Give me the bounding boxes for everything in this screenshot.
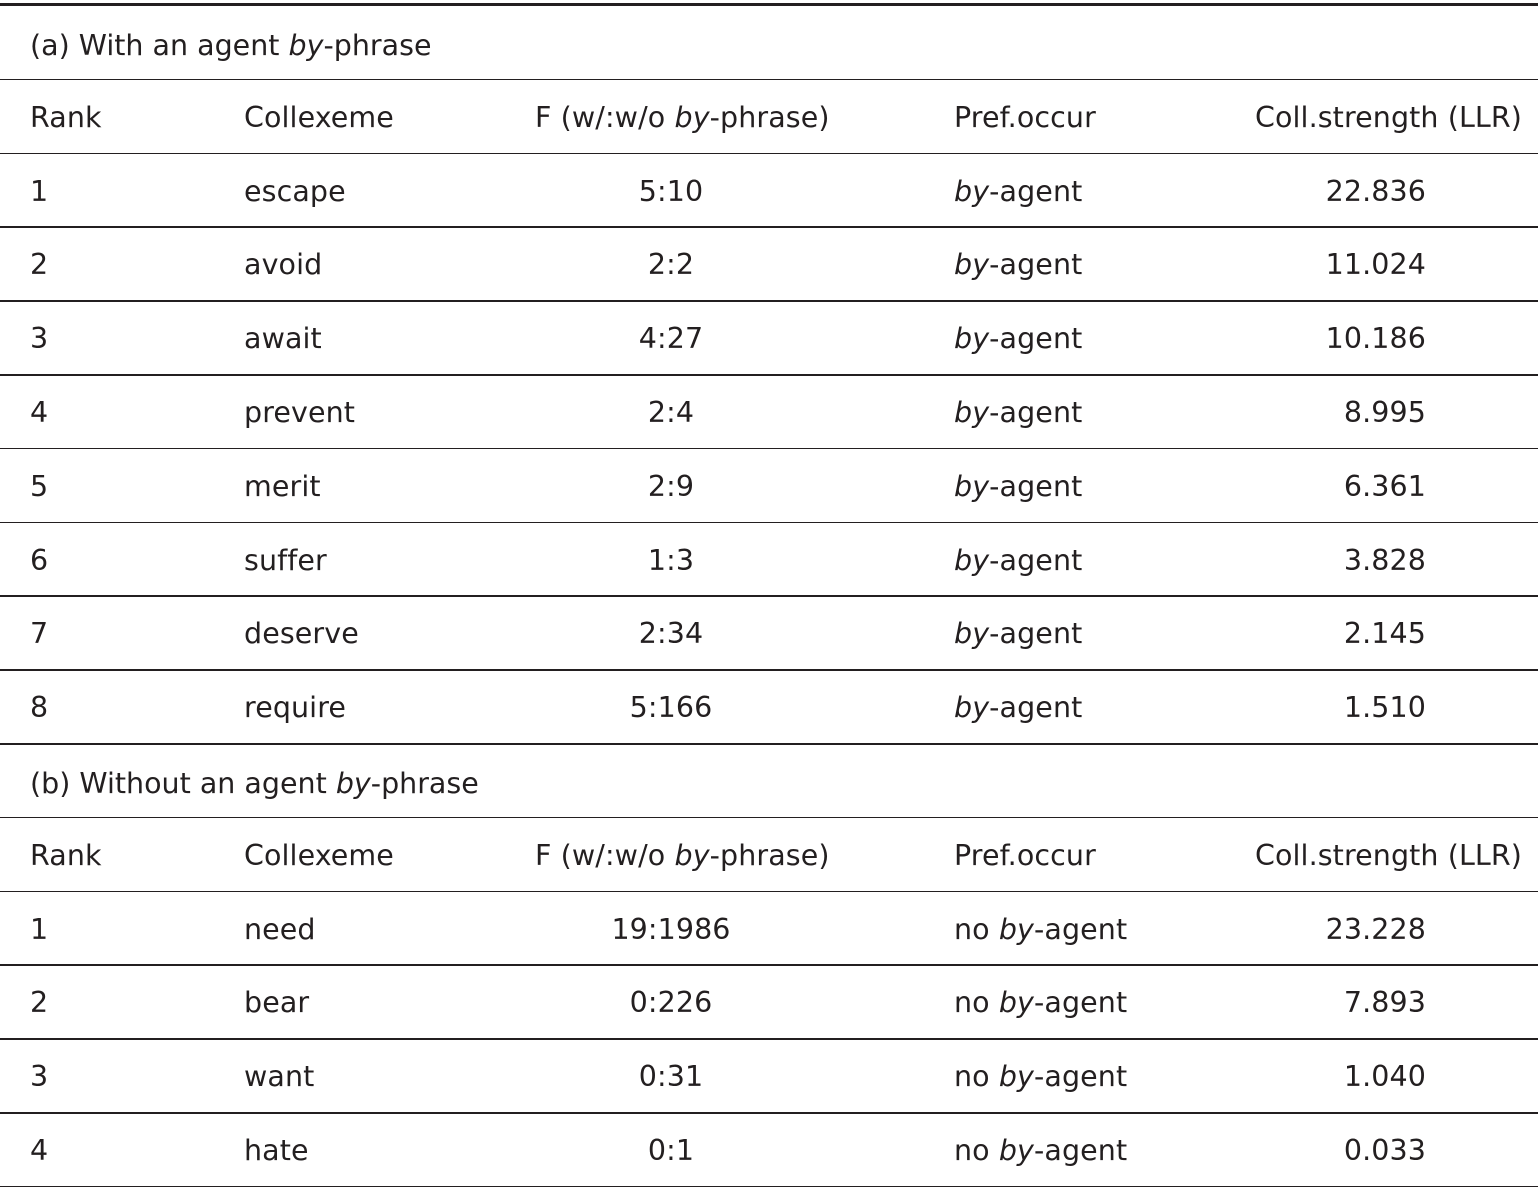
rank-cell: [30, 522, 48, 596]
rank-value: 3: [30, 1060, 49, 1094]
coll-strength-cell: [1250, 669, 1426, 743]
rank-cell: [30, 1038, 48, 1112]
rank-value: 4: [30, 1134, 49, 1167]
pref-occur-suffix: -agent: [989, 322, 1083, 356]
coll-strength-cell: [1250, 374, 1426, 448]
pref-occur-cell: [954, 374, 1082, 448]
coll-strength-cell: [1250, 1038, 1426, 1112]
pref-occur-italic: by: [954, 396, 990, 429]
pref-occur-prefix: no: [954, 912, 999, 946]
pref-occur-prefix: no: [954, 1060, 999, 1094]
rank-cell: [30, 669, 48, 743]
coll-strength-value: 1.040: [1343, 1060, 1426, 1094]
pref-occur-italic: by: [954, 174, 990, 208]
pref-occur-italic: by: [998, 1134, 1035, 1167]
collexeme-value: hate: [244, 1134, 309, 1167]
rank-value: 1: [30, 912, 49, 946]
frequency-value: 0:226: [629, 986, 713, 1020]
collexeme-cell: [244, 669, 346, 743]
frequency-value: 19:1986: [611, 912, 731, 946]
header-rank-label: Rank: [30, 838, 102, 872]
pref-occur-suffix: -agent: [1034, 1134, 1128, 1167]
coll-strength-cell: [1250, 964, 1426, 1038]
frequency-value: 1:3: [647, 543, 695, 577]
coll-strength-value: 3.828: [1343, 543, 1426, 577]
frequency-value: 5:166: [629, 691, 713, 725]
header-collexeme: [244, 817, 394, 891]
collexeme-cell: [244, 300, 322, 374]
frequency-cell: [535, 226, 807, 300]
coll-strength-cell: [1250, 522, 1426, 596]
pref-occur-cell: [954, 1112, 1127, 1186]
pref-occur-italic: by: [954, 322, 990, 356]
pref-occur-suffix: -agent: [1034, 1060, 1128, 1094]
pref-occur-italic: by: [998, 912, 1035, 946]
collexeme-value: need: [244, 912, 316, 946]
pref-occur-prefix: no: [954, 986, 999, 1020]
header-pref-occur-label: Pref.occur: [954, 838, 1096, 872]
pref-occur-suffix: -agent: [989, 469, 1083, 503]
coll-strength-cell: [1250, 448, 1426, 522]
pref-occur-suffix: -agent: [989, 174, 1083, 208]
header-frequency-italic: by: [674, 100, 710, 134]
collexeme-value: escape: [244, 174, 346, 208]
row-rule: [0, 1186, 1538, 1188]
coll-strength-value: 8.995: [1343, 396, 1426, 429]
rank-cell: [30, 448, 48, 522]
section-title-text: (a) With an agent: [30, 29, 289, 62]
frequency-value: 2:4: [647, 396, 695, 429]
header-pref-occur: [954, 817, 1096, 891]
header-frequency-suffix: -phrase): [709, 838, 830, 872]
header-frequency-suffix: -phrase): [709, 100, 830, 134]
pref-occur-cell: [954, 595, 1082, 669]
rank-value: 2: [30, 986, 49, 1020]
rank-value: 4: [30, 396, 49, 429]
frequency-cell: [535, 153, 807, 227]
collexeme-value: require: [244, 691, 347, 725]
header-frequency-italic: by: [674, 838, 710, 872]
pref-occur-italic: by: [954, 691, 990, 725]
section-title-suffix: -phrase: [323, 29, 432, 62]
header-collexeme-label: Collexeme: [244, 100, 394, 134]
coll-strength-cell: [1250, 226, 1426, 300]
section-b-title: [30, 743, 479, 817]
table-row: [0, 1038, 1540, 1112]
header-frequency-prefix: F (w/:w/o: [535, 100, 675, 134]
frequency-value: 0:1: [647, 1134, 695, 1167]
rank-cell: [30, 891, 48, 965]
rank-value: 1: [30, 174, 49, 208]
coll-strength-cell: [1250, 153, 1426, 227]
table-row: [0, 964, 1540, 1038]
coll-strength-value: 7.893: [1343, 986, 1426, 1020]
header-pref-occur: [954, 79, 1096, 153]
header-frequency-prefix: F (w/:w/o: [535, 838, 675, 872]
pref-occur-cell: [954, 153, 1082, 227]
rank-cell: [30, 374, 48, 448]
pref-occur-suffix: -agent: [1034, 912, 1128, 946]
collexeme-cell: [244, 153, 346, 227]
collexeme-cell: [244, 891, 316, 965]
table-row: [0, 300, 1540, 374]
collexeme-cell: [244, 374, 355, 448]
pref-occur-cell: [954, 300, 1082, 374]
section-a-title: [30, 5, 432, 79]
table-row: [0, 226, 1540, 300]
pref-occur-suffix: -agent: [989, 691, 1083, 725]
pref-occur-suffix: -agent: [989, 617, 1083, 651]
coll-strength-value: 6.361: [1343, 469, 1426, 503]
collexeme-cell: [244, 1038, 314, 1112]
coll-strength-cell: [1250, 891, 1426, 965]
frequency-cell: [535, 1038, 807, 1112]
frequency-cell: [535, 595, 807, 669]
pref-occur-cell: [954, 891, 1127, 965]
coll-strength-value: 23.228: [1325, 912, 1426, 946]
header-rank: [30, 79, 102, 153]
header-collexeme: [244, 79, 394, 153]
pref-occur-suffix: -agent: [989, 396, 1083, 429]
header-coll-strength: [1255, 817, 1522, 891]
pref-occur-italic: by: [954, 248, 990, 282]
header-row: [0, 817, 1540, 891]
frequency-cell: [535, 964, 807, 1038]
table-row: [0, 153, 1540, 227]
pref-occur-italic: by: [954, 617, 990, 651]
pref-occur-cell: [954, 1038, 1127, 1112]
rank-value: 8: [30, 691, 49, 725]
coll-strength-value: 22.836: [1325, 174, 1426, 208]
rank-value: 3: [30, 322, 49, 356]
rank-cell: [30, 226, 48, 300]
header-coll-strength-label: Coll.strength (LLR): [1255, 100, 1523, 134]
frequency-cell: [535, 300, 807, 374]
header-frequency: [535, 817, 830, 891]
rank-value: 2: [30, 248, 49, 282]
collexeme-value: deserve: [244, 617, 359, 651]
collexeme-cell: [244, 226, 322, 300]
collexeme-cell: [244, 1112, 309, 1186]
rank-value: 7: [30, 617, 49, 651]
frequency-cell: [535, 522, 807, 596]
frequency-value: 0:31: [638, 1060, 704, 1094]
pref-occur-cell: [954, 522, 1082, 596]
collexeme-cell: [244, 595, 359, 669]
rank-cell: [30, 1112, 48, 1186]
frequency-cell: [535, 669, 807, 743]
pref-occur-cell: [954, 448, 1082, 522]
pref-occur-cell: [954, 669, 1082, 743]
pref-occur-cell: [954, 964, 1127, 1038]
pref-occur-italic: by: [954, 469, 990, 503]
frequency-value: 2:2: [647, 248, 695, 282]
coll-strength-cell: [1250, 595, 1426, 669]
coll-strength-cell: [1250, 1112, 1426, 1186]
pref-occur-suffix: -agent: [989, 543, 1083, 577]
collexeme-cell: [244, 448, 321, 522]
frequency-value: 5:10: [638, 174, 704, 208]
coll-strength-value: 10.186: [1325, 322, 1426, 356]
rank-cell: [30, 300, 48, 374]
header-coll-strength: [1255, 79, 1522, 153]
table-row: [0, 891, 1540, 965]
collexeme-value: bear: [244, 986, 310, 1020]
section-title-italic: by: [288, 29, 324, 62]
section-title-text: (b) Without an agent: [30, 767, 336, 800]
frequency-cell: [535, 448, 807, 522]
frequency-value: 4:27: [638, 322, 704, 356]
coll-strength-value: 0.033: [1343, 1134, 1426, 1167]
pref-occur-italic: by: [998, 1060, 1035, 1094]
collexeme-cell: [244, 964, 309, 1038]
pref-occur-cell: [954, 226, 1082, 300]
collexeme-value: suffer: [244, 543, 327, 577]
header-row: [0, 79, 1540, 153]
header-frequency: [535, 79, 830, 153]
coll-strength-cell: [1250, 300, 1426, 374]
rank-value: 6: [30, 543, 49, 577]
pref-occur-suffix: -agent: [1034, 986, 1128, 1020]
table-row: [0, 669, 1540, 743]
table-row: [0, 1112, 1540, 1186]
rank-cell: [30, 964, 48, 1038]
header-rank: [30, 817, 102, 891]
section-title-suffix: -phrase: [370, 767, 479, 800]
frequency-cell: [535, 891, 807, 965]
collexeme-value: avoid: [244, 248, 323, 282]
table-row: [0, 448, 1540, 522]
coll-strength-value: 1.510: [1343, 691, 1426, 725]
pref-occur-prefix: no: [954, 1134, 999, 1167]
pref-occur-suffix: -agent: [989, 248, 1083, 282]
pref-occur-italic: by: [998, 986, 1035, 1020]
frequency-cell: [535, 1112, 807, 1186]
frequency-value: 2:34: [638, 617, 704, 651]
table-row: [0, 374, 1540, 448]
collexeme-value: want: [244, 1060, 315, 1094]
frequency-cell: [535, 374, 807, 448]
rank-cell: [30, 153, 48, 227]
table-row: [0, 522, 1540, 596]
rank-value: 5: [30, 469, 49, 503]
collexeme-value: await: [244, 322, 322, 356]
coll-strength-value: 2.145: [1343, 617, 1426, 651]
header-coll-strength-label: Coll.strength (LLR): [1255, 838, 1523, 872]
collexeme-value: merit: [244, 469, 321, 503]
collexeme-value: prevent: [244, 396, 356, 429]
pref-occur-italic: by: [954, 543, 990, 577]
coll-strength-value: 11.024: [1325, 248, 1426, 282]
frequency-value: 2:9: [647, 469, 695, 503]
header-rank-label: Rank: [30, 100, 102, 134]
section-title-italic: by: [335, 767, 371, 800]
rank-cell: [30, 595, 48, 669]
table-row: [0, 595, 1540, 669]
header-pref-occur-label: Pref.occur: [954, 100, 1096, 134]
collexeme-cell: [244, 522, 327, 596]
header-collexeme-label: Collexeme: [244, 838, 394, 872]
